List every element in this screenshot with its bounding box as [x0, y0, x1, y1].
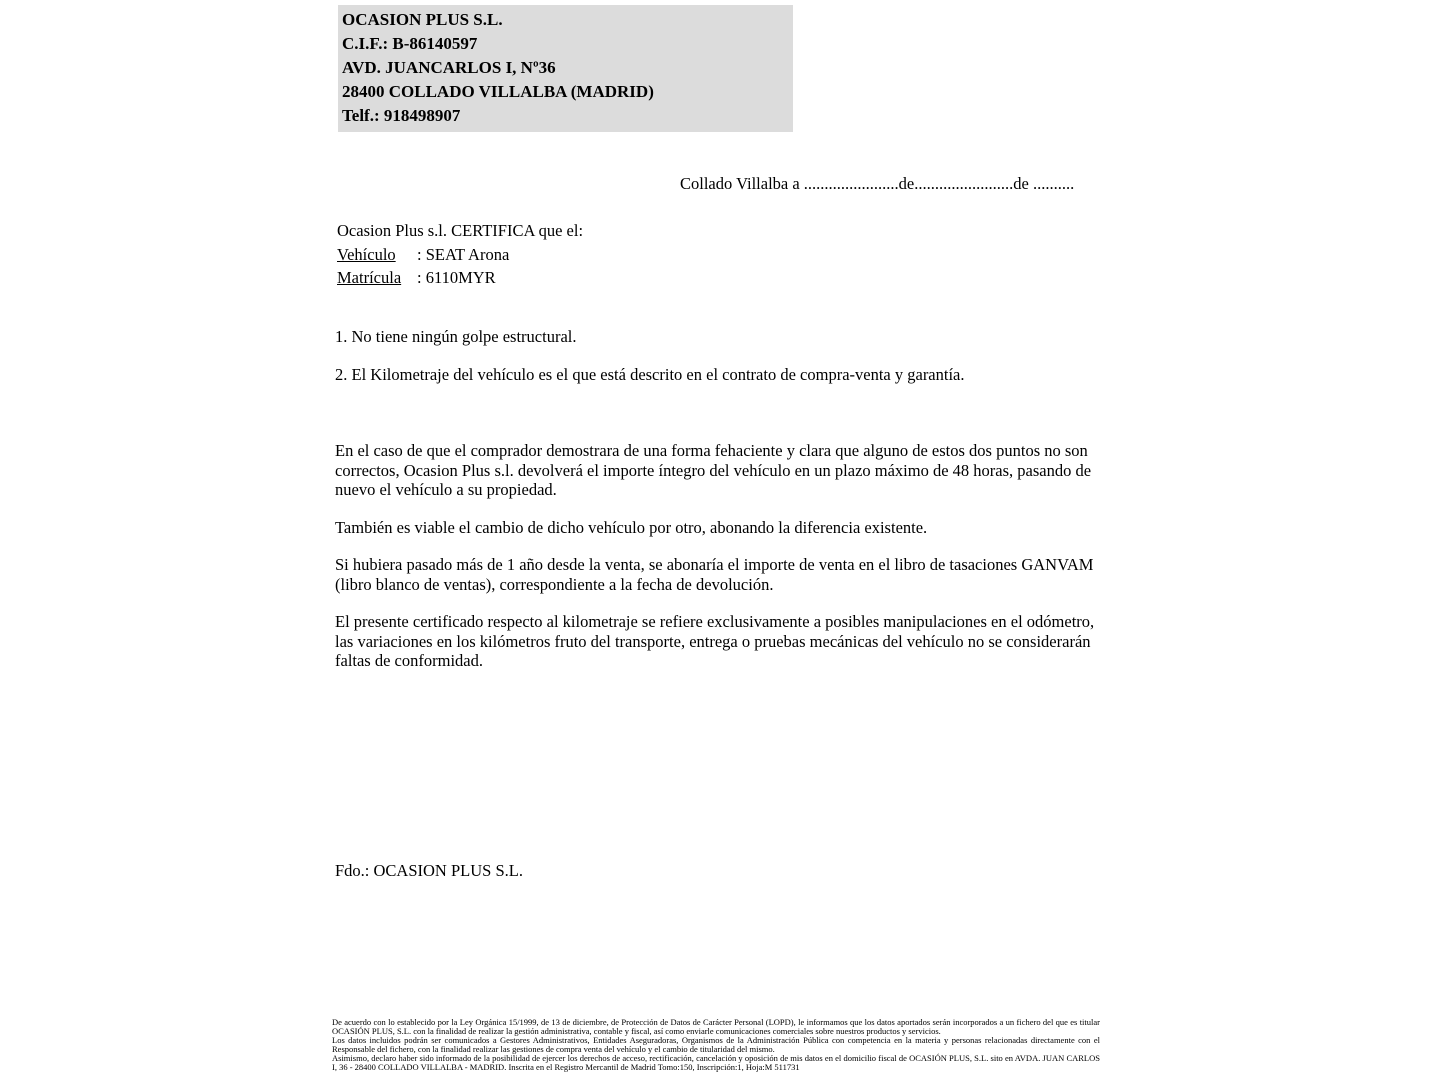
vehicle-value: : SEAT Arona: [417, 244, 510, 264]
company-city: 28400 COLLADO VILLALBA (MADRID): [342, 82, 654, 101]
point-mileage: 2. El Kilometraje del vehículo es el que está descrito en el contrato de compra-venta y garantía.: [335, 365, 965, 384]
legal-paragraph-lopd: De acuerdo con lo establecido por la Ley Orgánica 15/1999, de 13 de diciembre, de Protección de Datos de Carácter Personal (LOPD), le informamos que los datos aportados serán incorporados a un fichero del que es titular OCASIÓN PLUS, S.L. con la finalidad de realizar la gestión administrativa, contable y fiscal, así como enviarle comunicaciones comerciales sobre nuestros productos y servicios.: [332, 1017, 1100, 1036]
date-fill-in-line: Collado Villalba a .......................de........................de ..........: [680, 174, 1075, 193]
vehicle-line: [337, 243, 583, 267]
company-header-box: [338, 5, 793, 132]
signature-line: Fdo.: OCASION PLUS S.L.: [335, 861, 523, 880]
company-cif: C.I.F.: B-86140597: [342, 34, 478, 53]
vehicle-label: Vehículo: [337, 244, 396, 264]
plate-label: Matrícula: [337, 268, 402, 287]
terms-paragraphs: [335, 441, 1095, 671]
paragraph-odometer: El presente certificado respecto al kilometraje se refiere exclusivamente a posibles manipulaciones en el odómetro, las variaciones en los kilómetros fruto del transporte, entrega o pruebas mecánicas del vehículo no se considerarán faltas de conformidad.: [335, 612, 1095, 670]
certify-line: Ocasion Plus s.l. CERTIFICA que el:: [337, 221, 584, 240]
certified-points: [335, 327, 1099, 385]
paragraph-exchange: También es viable el cambio de dicho vehículo por otro, abonando la diferencia existente.: [335, 517, 928, 537]
legal-footer: [332, 1018, 1100, 1072]
legal-paragraph-rights: Asimismo, declaro haber sido informado de la posibilidad de ejercer los derechos de acceso, rectificación, cancelación y oposición de mis datos en el domicilio fiscal de OCASIÓN PLUS, S.L. sito en AVDA. JUAN CARLOS I, 36 - 28400 COLLADO VILLALBA - MADRID. Inscrita en el Registro Mercantil de Madrid Tomo:150, Inscripción:1, Hoja:M 511731: [332, 1053, 1100, 1072]
company-phone: Telf.: 918498907: [342, 106, 461, 125]
company-address: AVD. JUANCARLOS I, Nº36: [342, 58, 556, 77]
plate-value: : 6110MYR: [417, 268, 496, 287]
plate-line: [337, 266, 583, 290]
certification-block: [337, 219, 583, 290]
company-name: OCASION PLUS S.L.: [342, 10, 503, 29]
paragraph-ganvam: Si hubiera pasado más de 1 año desde la venta, se abonaría el importe de venta en el libro de tasaciones GANVAM (libro blanco de ventas), correspondiente a la fecha de devolución.: [335, 555, 1094, 594]
paragraph-refund: En el caso de que el comprador demostrara de una forma fehaciente y clara que alguno de estos dos puntos no son correctos, Ocasion Plus s.l. devolverá el importe íntegro del vehículo en un plazo máximo de 48 horas, pasando de nuevo el vehículo a su propiedad.: [335, 441, 1092, 499]
point-structural: 1. No tiene ningún golpe estructural.: [335, 327, 577, 346]
legal-paragraph-data-sharing: Los datos incluidos podrán ser comunicados a Gestores Administrativos, Entidades Aseguradoras, Organismos de la Administración Pública con competencia en la materia y personas relacionadas directamente con el Responsable del fichero, con la finalidad realizar las gestiones de compra venta del vehículo y el cambio de titularidad del mismo.: [332, 1035, 1100, 1054]
